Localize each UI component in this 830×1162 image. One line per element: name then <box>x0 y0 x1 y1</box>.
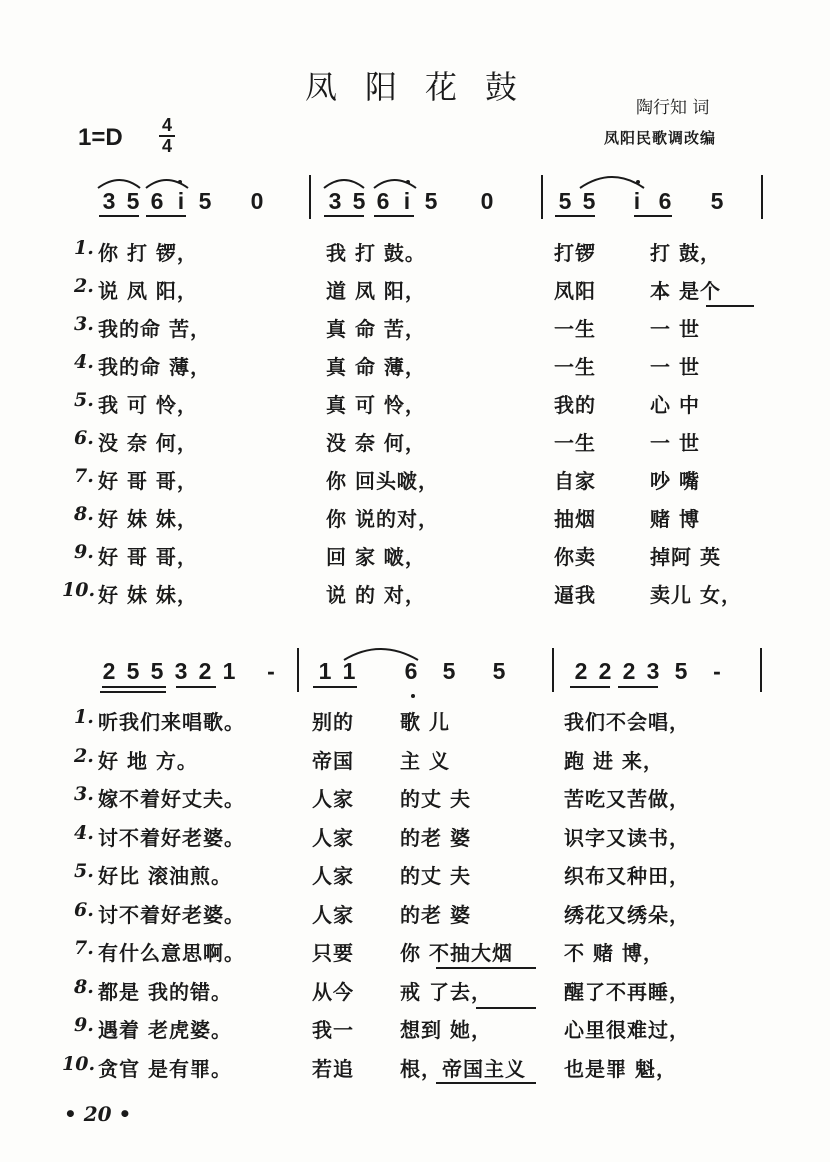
lyric-segment: 好 地 方。 <box>98 748 198 773</box>
note: - <box>267 658 275 684</box>
lyric-segment: 听我们来唱歌。 <box>98 710 245 734</box>
lyric-segment: 人家 <box>312 787 354 811</box>
note: 6 <box>404 658 418 684</box>
verse-number: 3. <box>74 313 94 335</box>
lyricist-credit: 陶行知 词 <box>636 98 710 118</box>
note: 5 <box>582 188 596 214</box>
lyric-segment: 真 可 怜， <box>326 393 426 417</box>
lyric-segment: 我一 <box>312 1018 354 1042</box>
lyric-segment: 从今 <box>312 979 354 1004</box>
note: 2 <box>102 658 116 684</box>
phrase-underline <box>706 305 754 307</box>
lyric-segment: 想到 她， <box>400 1018 492 1042</box>
note: 6 <box>376 188 390 214</box>
time-signature-numerator: 4 <box>161 115 172 135</box>
verse-number: 3. <box>74 783 94 805</box>
note: 0 <box>250 188 264 214</box>
lyric-segment: 若追 <box>312 1056 354 1081</box>
lyric-segment: 你 说的对， <box>326 507 439 531</box>
page-number: • 20 • <box>64 1102 132 1126</box>
phrase-underline <box>476 1007 536 1009</box>
phrase-underline <box>436 1082 536 1084</box>
lyric-segment: 帝国 <box>312 748 354 773</box>
lyric-segment: 识字又读书， <box>564 825 690 850</box>
lyric-segment: 真 命 薄， <box>326 355 426 379</box>
note: 1 <box>318 658 332 684</box>
time-signature-denominator: 4 <box>161 136 172 156</box>
lyric-segment: 好比 滚油煎。 <box>98 864 232 888</box>
lyric-segment: 一 世 <box>650 317 700 341</box>
lyric-segment: 只要 <box>312 941 354 965</box>
verse-number: 2. <box>74 275 94 297</box>
note: 5 <box>126 188 140 214</box>
lyric-segment: 嫁不着好丈夫。 <box>98 787 245 811</box>
lyric-segment: 遇着 老虎婆。 <box>98 1018 232 1042</box>
lyric-segment: 一 世 <box>650 431 700 455</box>
lyric-segment: 好 哥 哥， <box>98 545 198 569</box>
note: 5 <box>150 658 164 684</box>
lyric-segment: 你 不抽大烟 <box>400 941 513 965</box>
note: 5 <box>442 658 456 684</box>
verse-number: 5. <box>74 389 94 411</box>
verse-number: 2. <box>74 744 94 767</box>
lyric-segment: 也是罪 魁， <box>564 1056 677 1081</box>
lyric-segment: 凤阳 <box>554 279 596 303</box>
lyric-segment: 根，帝国主义 <box>400 1056 526 1081</box>
lyric-segment: 打 鼓， <box>650 241 721 265</box>
lyric-segment: 讨不着好老婆。 <box>98 902 245 927</box>
lyric-segment: 主 义 <box>400 748 450 773</box>
note: i <box>403 188 411 214</box>
lyric-segment: 回 家 啵， <box>326 545 426 569</box>
note: 3 <box>328 188 342 214</box>
song-title: 凤阳花鼓 <box>304 68 545 106</box>
lyric-segment: 人家 <box>312 902 354 927</box>
verse-number: 4. <box>74 821 94 844</box>
note: 5 <box>558 188 572 214</box>
note: 5 <box>492 658 506 684</box>
note: i <box>633 188 641 214</box>
lyric-segment: 我的 <box>554 393 596 417</box>
note: 2 <box>622 658 636 684</box>
lyric-segment: 说 凤 阳， <box>98 279 198 303</box>
lyric-segment: 吵 嘴 <box>650 469 700 493</box>
lyric-segment: 心 中 <box>650 393 700 417</box>
key-signature: 1=D <box>78 124 123 151</box>
verse-number: 9. <box>74 541 94 563</box>
lyric-segment: 没 奈 何， <box>98 431 198 455</box>
note: 6 <box>658 188 672 214</box>
lyric-segment: 绣花又绣朵， <box>564 902 690 927</box>
lyric-segment: 歌 儿 <box>400 710 450 734</box>
arranger-credit: 凤阳民歌调改编 <box>604 129 717 147</box>
note: 5 <box>198 188 212 214</box>
lyric-segment: 一生 <box>554 431 596 455</box>
note: i <box>177 188 185 214</box>
note: 5 <box>710 188 724 214</box>
lyric-segment: 心里很难过， <box>564 1018 690 1042</box>
lyric-segment: 一生 <box>554 317 596 341</box>
verse-number: 7. <box>74 465 94 487</box>
verse-number: 5. <box>74 860 94 882</box>
note: 5 <box>424 188 438 214</box>
lyric-segment: 你 回头啵， <box>326 469 439 493</box>
phrase-underline <box>436 967 536 969</box>
verse-number: 6. <box>74 427 94 449</box>
lyric-segment: 你卖 <box>554 545 596 569</box>
verse-number: 10. <box>62 579 96 601</box>
lyric-segment: 我 打 鼓。 <box>326 241 426 265</box>
lyric-segment: 本 是个 <box>650 279 721 303</box>
note: 1 <box>222 658 236 684</box>
lyric-segment: 一生 <box>554 355 596 379</box>
lyric-segment: 都是 我的错。 <box>98 979 232 1004</box>
note: 0 <box>480 188 494 214</box>
note: 3 <box>174 658 188 684</box>
lyric-segment: 我的命 薄， <box>98 355 211 379</box>
lyric-segment: 逼我 <box>554 583 596 607</box>
verse-number: 4. <box>74 351 94 373</box>
note: 3 <box>102 188 116 214</box>
verse-number: 7. <box>74 937 94 959</box>
verse-number: 8. <box>74 975 94 998</box>
verse-number: 9. <box>74 1014 94 1036</box>
lyric-segment: 苦吃又苦做， <box>564 787 690 811</box>
lyric-segment: 的老 婆 <box>400 902 471 927</box>
lyric-segment: 好 哥 哥， <box>98 469 198 493</box>
lyric-segment: 贪官 是有罪。 <box>98 1056 232 1081</box>
note: 1 <box>342 658 356 684</box>
lyric-segment: 讨不着好老婆。 <box>98 825 245 850</box>
lyric-segment: 别的 <box>312 710 354 734</box>
lyric-segment: 好 妹 妹， <box>98 507 198 531</box>
lyric-segment: 打锣 <box>554 241 596 265</box>
lyric-segment: 掉阿 英 <box>650 545 721 569</box>
lyric-segment: 真 命 苦， <box>326 317 426 341</box>
note: 5 <box>352 188 366 214</box>
note: 5 <box>674 658 688 684</box>
verse-number: 8. <box>74 503 94 525</box>
lyric-segment: 织布又种田， <box>564 864 690 888</box>
verse-number: 1. <box>74 706 94 728</box>
lyric-segment: 的丈 夫 <box>400 864 471 888</box>
lyric-segment: 没 奈 何， <box>326 431 426 455</box>
lyric-segment: 我的命 苦， <box>98 317 211 341</box>
lyric-segment: 我 可 怜， <box>98 393 198 417</box>
lyric-segment: 道 凤 阳， <box>326 279 426 303</box>
lyric-segment: 一 世 <box>650 355 700 379</box>
lyric-segment: 有什么意思啊。 <box>98 941 245 965</box>
note: 2 <box>598 658 612 684</box>
lyric-segment: 赌 博 <box>650 507 700 531</box>
lyric-segment: 抽烟 <box>554 507 596 531</box>
lyric-segment: 人家 <box>312 864 354 888</box>
lyric-segment: 好 妹 妹， <box>98 583 198 607</box>
lyric-segment: 你 打 锣， <box>98 241 198 265</box>
lyric-segment: 自家 <box>554 469 596 493</box>
lyric-segment: 卖儿 女， <box>650 583 742 607</box>
note: 3 <box>646 658 660 684</box>
note: 2 <box>574 658 588 684</box>
note: 2 <box>198 658 212 684</box>
lyric-segment: 我们不会唱， <box>564 710 690 734</box>
lyric-segment: 醒了不再睡， <box>564 979 690 1004</box>
note: 5 <box>126 658 140 684</box>
verse-number: 10. <box>62 1052 96 1075</box>
verse-number: 6. <box>74 898 94 921</box>
lyric-segment: 不 赌 博， <box>564 941 664 965</box>
lyric-segment: 的丈 夫 <box>400 787 471 811</box>
lyric-segment: 人家 <box>312 825 354 850</box>
note: - <box>713 658 721 684</box>
lyric-segment: 跑 进 来， <box>564 748 664 773</box>
verse-number: 1. <box>74 237 94 259</box>
lyric-segment: 说 的 对， <box>326 583 426 607</box>
note: 6 <box>150 188 164 214</box>
lyric-segment: 的老 婆 <box>400 825 471 850</box>
lyric-segment: 戒 了去， <box>400 979 492 1004</box>
